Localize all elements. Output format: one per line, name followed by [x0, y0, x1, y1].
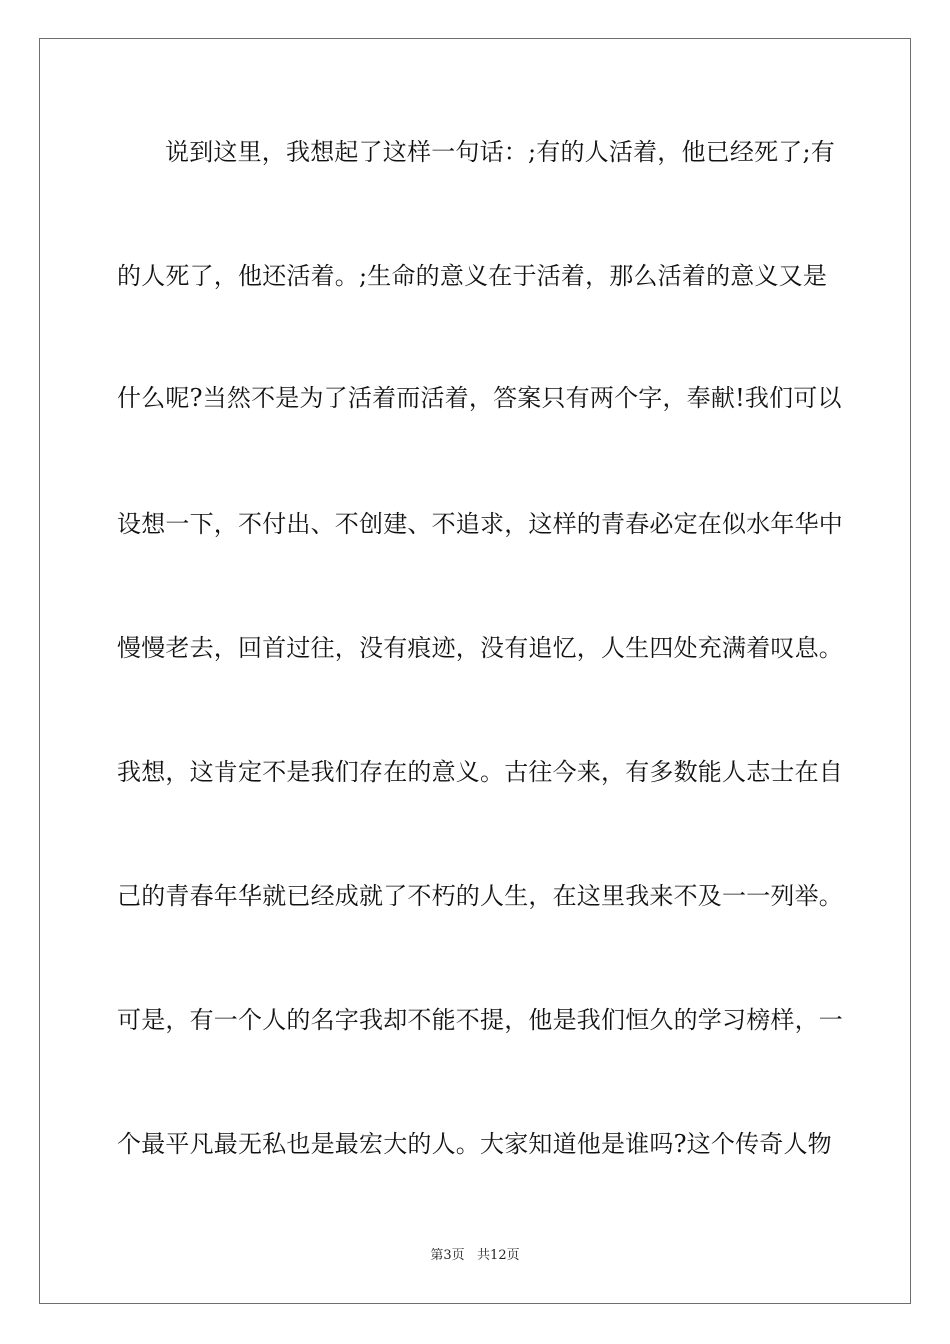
body-line-6: 我想，这肯定不是我们存在的意义。古往今来，有多数能人志士在自 [117, 758, 843, 786]
body-line-9: 个最平凡最无私也是最宏大的人。大家知道他是谁吗?这个传奇人物 [117, 1130, 832, 1158]
page-number-footer: 第3页 共12页 [430, 1248, 520, 1263]
page-frame [39, 38, 911, 1304]
body-line-4: 设想一下，不付出、不创建、不追求，这样的青春必定在似水年华中 [117, 510, 843, 538]
body-line-2: 的人死了，他还活着。;生命的意义在于活着，那么活着的意义又是 [117, 262, 828, 290]
body-line-1: 说到这里，我想起了这样一句话：;有的人活着，他已经死了;有 [165, 138, 835, 166]
body-line-5: 慢慢老去，回首过往，没有痕迹，没有追忆，人生四处充满着叹息。 [117, 634, 843, 662]
body-line-3: 什么呢?当然不是为了活着而活着，答案只有两个字，奉献!我们可以 [117, 384, 842, 412]
body-line-8: 可是，有一个人的名字我却不能不提，他是我们恒久的学习榜样，一 [117, 1006, 843, 1034]
body-line-7: 己的青春年华就已经成就了不朽的人生，在这里我来不及一一列举。 [117, 882, 843, 910]
